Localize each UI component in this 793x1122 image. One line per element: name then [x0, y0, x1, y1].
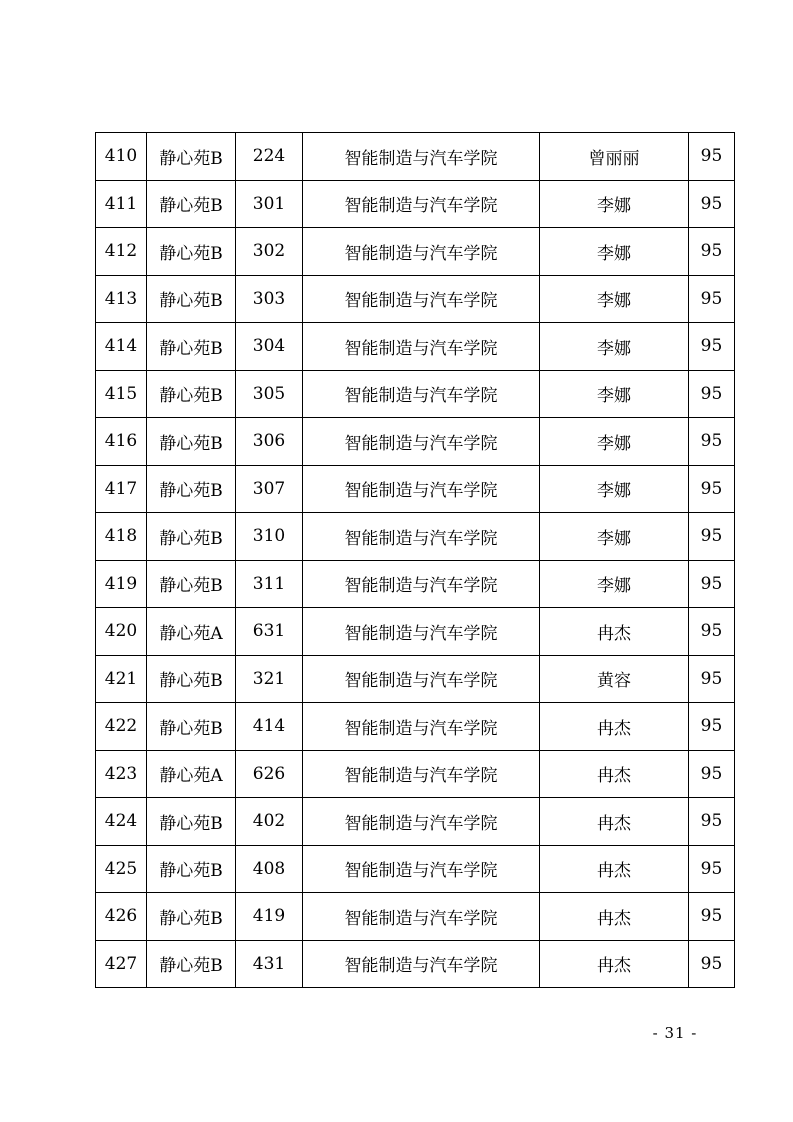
room-cell: 631 [236, 608, 303, 656]
college-cell: 智能制造与汽车学院 [303, 370, 540, 418]
college-cell: 智能制造与汽车学院 [303, 275, 540, 323]
counselor-cell: 李娜 [540, 513, 689, 561]
building-cell: 静心苑A [147, 750, 236, 798]
room-cell: 431 [236, 940, 303, 988]
score-cell: 95 [689, 560, 735, 608]
table-row [96, 608, 735, 656]
row-number-cell: 410 [96, 133, 147, 181]
room-cell: 305 [236, 370, 303, 418]
building-cell: 静心苑B [147, 940, 236, 988]
building-cell: 静心苑B [147, 655, 236, 703]
building-cell: 静心苑B [147, 275, 236, 323]
room-cell: 304 [236, 323, 303, 371]
row-number-cell: 418 [96, 513, 147, 561]
row-number-cell: 417 [96, 465, 147, 513]
score-cell: 95 [689, 513, 735, 561]
building-cell: 静心苑B [147, 513, 236, 561]
room-cell: 321 [236, 655, 303, 703]
college-cell: 智能制造与汽车学院 [303, 323, 540, 371]
score-cell: 95 [689, 418, 735, 466]
row-number-cell: 421 [96, 655, 147, 703]
college-cell: 智能制造与汽车学院 [303, 465, 540, 513]
college-cell: 智能制造与汽车学院 [303, 798, 540, 846]
score-cell: 95 [689, 180, 735, 228]
table-row [96, 323, 735, 371]
table-row [96, 940, 735, 988]
counselor-cell: 冉杰 [540, 893, 689, 941]
table-row [96, 845, 735, 893]
building-cell: 静心苑B [147, 465, 236, 513]
score-cell: 95 [689, 655, 735, 703]
building-cell: 静心苑B [147, 323, 236, 371]
table-row [96, 418, 735, 466]
college-cell: 智能制造与汽车学院 [303, 180, 540, 228]
building-cell: 静心苑B [147, 560, 236, 608]
row-number-cell: 419 [96, 560, 147, 608]
college-cell: 智能制造与汽车学院 [303, 418, 540, 466]
room-cell: 303 [236, 275, 303, 323]
row-number-cell: 422 [96, 703, 147, 751]
score-cell: 95 [689, 703, 735, 751]
counselor-cell: 李娜 [540, 465, 689, 513]
counselor-cell: 李娜 [540, 228, 689, 276]
building-cell: 静心苑B [147, 798, 236, 846]
table-row [96, 133, 735, 181]
college-cell: 智能制造与汽车学院 [303, 940, 540, 988]
counselor-cell: 冉杰 [540, 798, 689, 846]
college-cell: 智能制造与汽车学院 [303, 133, 540, 181]
room-cell: 311 [236, 560, 303, 608]
building-cell: 静心苑B [147, 370, 236, 418]
building-cell: 静心苑B [147, 893, 236, 941]
room-cell: 402 [236, 798, 303, 846]
counselor-cell: 李娜 [540, 370, 689, 418]
room-cell: 306 [236, 418, 303, 466]
college-cell: 智能制造与汽车学院 [303, 560, 540, 608]
college-cell: 智能制造与汽车学院 [303, 845, 540, 893]
counselor-cell: 冉杰 [540, 703, 689, 751]
college-cell: 智能制造与汽车学院 [303, 893, 540, 941]
room-cell: 310 [236, 513, 303, 561]
score-cell: 95 [689, 133, 735, 181]
table-row [96, 798, 735, 846]
counselor-cell: 李娜 [540, 180, 689, 228]
row-number-cell: 420 [96, 608, 147, 656]
room-cell: 626 [236, 750, 303, 798]
counselor-cell: 曾丽丽 [540, 133, 689, 181]
room-cell: 408 [236, 845, 303, 893]
table-row [96, 750, 735, 798]
page-number: - 31 - [652, 1024, 698, 1042]
room-cell: 224 [236, 133, 303, 181]
row-number-cell: 414 [96, 323, 147, 371]
college-cell: 智能制造与汽车学院 [303, 228, 540, 276]
table-row [96, 703, 735, 751]
building-cell: 静心苑A [147, 608, 236, 656]
table-row [96, 180, 735, 228]
counselor-cell: 冉杰 [540, 608, 689, 656]
score-cell: 95 [689, 370, 735, 418]
score-cell: 95 [689, 323, 735, 371]
row-number-cell: 426 [96, 893, 147, 941]
row-number-cell: 424 [96, 798, 147, 846]
score-cell: 95 [689, 845, 735, 893]
row-number-cell: 425 [96, 845, 147, 893]
building-cell: 静心苑B [147, 703, 236, 751]
college-cell: 智能制造与汽车学院 [303, 608, 540, 656]
score-cell: 95 [689, 798, 735, 846]
score-cell: 95 [689, 893, 735, 941]
score-cell: 95 [689, 940, 735, 988]
row-number-cell: 427 [96, 940, 147, 988]
counselor-cell: 冉杰 [540, 940, 689, 988]
college-cell: 智能制造与汽车学院 [303, 513, 540, 561]
table-row [96, 228, 735, 276]
table-row [96, 893, 735, 941]
row-number-cell: 415 [96, 370, 147, 418]
row-number-cell: 416 [96, 418, 147, 466]
score-cell: 95 [689, 608, 735, 656]
table-row [96, 655, 735, 703]
row-number-cell: 411 [96, 180, 147, 228]
table-row [96, 465, 735, 513]
score-cell: 95 [689, 228, 735, 276]
score-cell: 95 [689, 750, 735, 798]
counselor-cell: 李娜 [540, 323, 689, 371]
room-cell: 302 [236, 228, 303, 276]
room-cell: 307 [236, 465, 303, 513]
table-row [96, 370, 735, 418]
college-cell: 智能制造与汽车学院 [303, 703, 540, 751]
row-number-cell: 423 [96, 750, 147, 798]
table-row [96, 560, 735, 608]
counselor-cell: 黄容 [540, 655, 689, 703]
counselor-cell: 李娜 [540, 560, 689, 608]
building-cell: 静心苑B [147, 418, 236, 466]
counselor-cell: 冉杰 [540, 750, 689, 798]
room-cell: 414 [236, 703, 303, 751]
college-cell: 智能制造与汽车学院 [303, 750, 540, 798]
building-cell: 静心苑B [147, 180, 236, 228]
table-row [96, 513, 735, 561]
score-cell: 95 [689, 275, 735, 323]
room-cell: 301 [236, 180, 303, 228]
college-cell: 智能制造与汽车学院 [303, 655, 540, 703]
counselor-cell: 李娜 [540, 275, 689, 323]
dormitory-score-table [95, 132, 735, 988]
counselor-cell: 李娜 [540, 418, 689, 466]
counselor-cell: 冉杰 [540, 845, 689, 893]
table-row [96, 275, 735, 323]
building-cell: 静心苑B [147, 845, 236, 893]
score-cell: 95 [689, 465, 735, 513]
building-cell: 静心苑B [147, 228, 236, 276]
room-cell: 419 [236, 893, 303, 941]
row-number-cell: 413 [96, 275, 147, 323]
building-cell: 静心苑B [147, 133, 236, 181]
row-number-cell: 412 [96, 228, 147, 276]
table-body [96, 133, 735, 988]
